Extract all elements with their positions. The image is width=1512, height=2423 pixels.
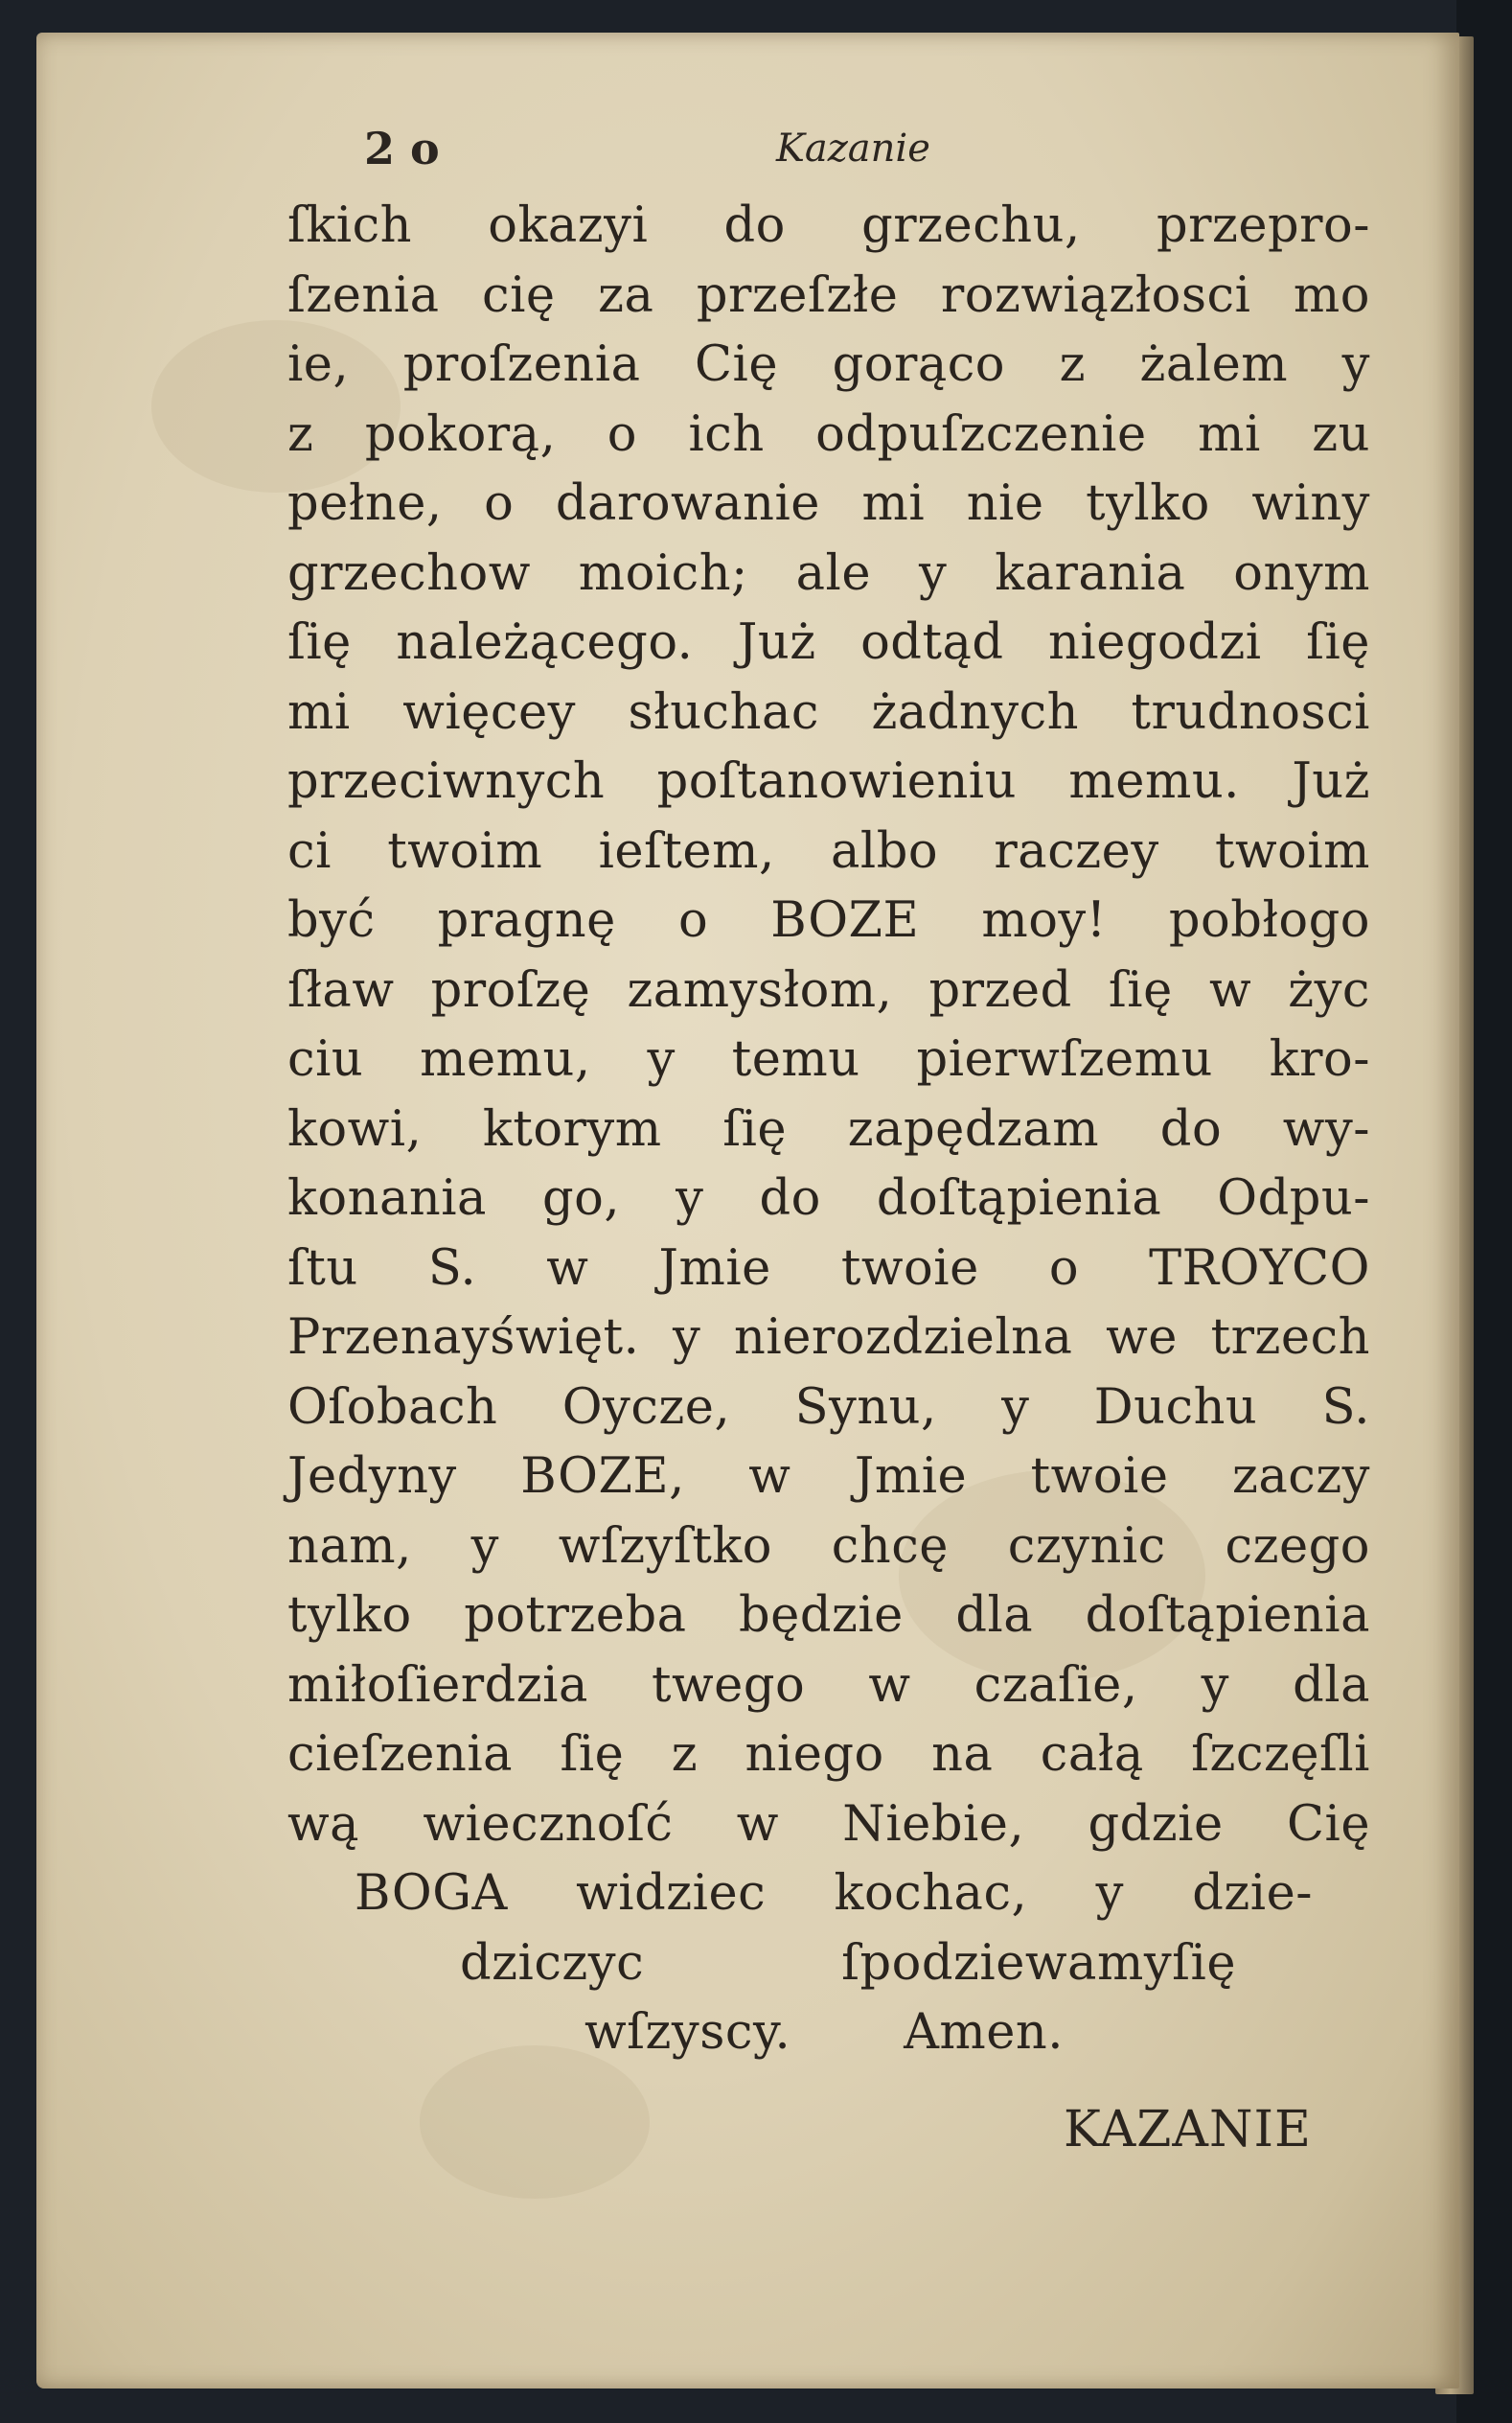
text-line: z pokorą, o ich odpuſzczenie mi zu (287, 405, 1370, 463)
text-line: być pragnę o BOZE moy! pobłogo (287, 892, 1370, 949)
text-line: Jedyny BOZE, w Jmie twoie zaczy (287, 1448, 1370, 1505)
text-line: cieſzenia ſię z niego na całą ſzczęſli (287, 1726, 1370, 1783)
text-line: ſzenia cię za przeſzłe rozwiązłosci mo (287, 266, 1370, 324)
text-line: ci twoim ieſtem, albo raczey twoim (287, 822, 1370, 880)
text-line: miłoſierdzia twego w czaſie, y dla (287, 1656, 1370, 1714)
running-head (316, 123, 1044, 180)
text-line: kowi, ktorym ſię zapędzam do wy- (287, 1100, 1370, 1158)
text-line: nam, y wſzyſtko chcę czynic czego (287, 1517, 1370, 1575)
text-line: ſkich okazyi do grzechu, przepro- (287, 197, 1370, 254)
text-line: Oſobach Oycze, Synu, y Duchu S. (287, 1378, 1370, 1436)
text-line: wą wiecznoſć w Niebie, gdzie Cię (287, 1795, 1370, 1853)
text-line: tylko potrzeba będzie dla doſtąpienia (287, 1587, 1370, 1644)
text-line: ſław proſzę zamysłom, przed ſię w życ (287, 961, 1370, 1019)
paper-stain (420, 2045, 650, 2199)
text-line: przeciwnych poſtanowieniu memu. Już (287, 753, 1370, 810)
text-line: ſię należącego. Już odtąd niegodzi ſię (287, 614, 1370, 671)
text-line: dziczyc ſpodziewamyſię (460, 1934, 1236, 1992)
text-line: BOGA widziec kochac, y dzie- (355, 1865, 1313, 1922)
text-line: Przenayświęt. y nierozdzielna we trzech (287, 1309, 1370, 1366)
text-line: mi więcey słuchac żadnych trudnosci (287, 683, 1370, 741)
running-title: Kazanie (776, 127, 930, 171)
catchword: KAZANIE (1064, 2101, 1312, 2158)
text-line: ie, proſzenia Cię gorąco z żalem y (287, 336, 1370, 393)
text-line: ciu memu, y temu pierwſzemu kro- (287, 1031, 1370, 1088)
text-line: konania go, y do doſtąpienia Odpu- (287, 1170, 1370, 1227)
sermon-text (287, 192, 1370, 2068)
text-line: grzechow moich; ale y karania onym (287, 544, 1370, 602)
page-number: 2 o (364, 123, 440, 174)
text-line: wſzyscy. Amen. (584, 2004, 1064, 2061)
text-line: ſtu S. w Jmie twoie o TROYCO (287, 1239, 1370, 1297)
text-line: pełne, o darowanie mi nie tylko winy (287, 475, 1370, 532)
